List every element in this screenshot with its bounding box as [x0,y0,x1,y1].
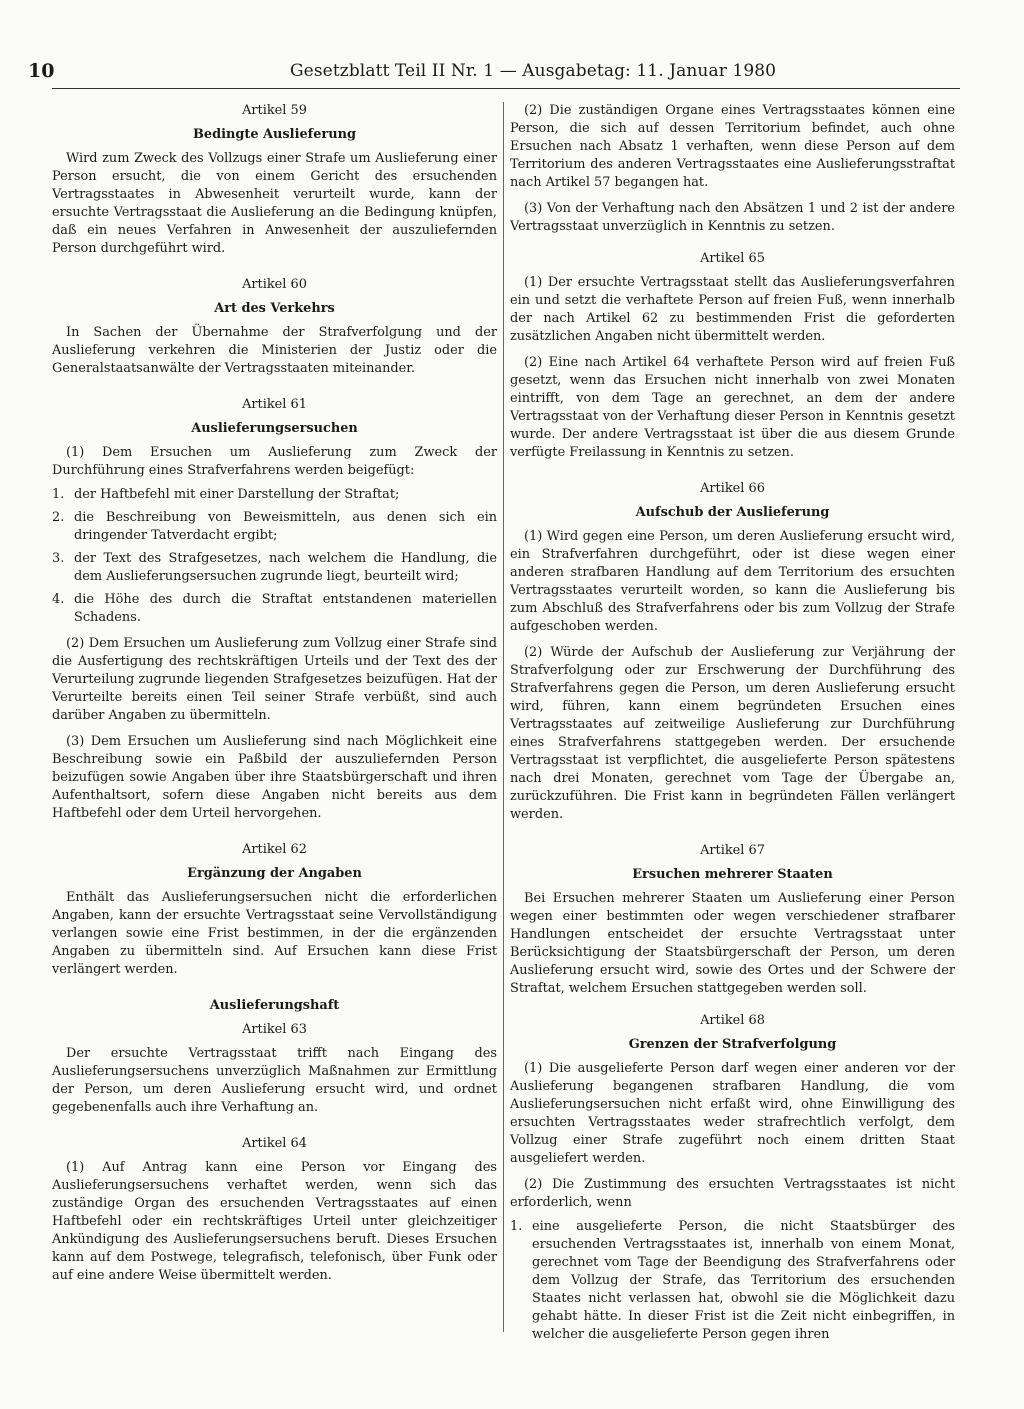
list-item: 3. der Text des Strafgesetzes, nach welchem die Handlung, die dem Auslieferungsersuchen zugrunde liegt, beurteilt wird; [52,551,497,584]
paragraph: In Sachen der Übernahme der Strafverfolgung und der Auslieferung verkehren die Ministerien der Justiz oder die Generalstaatsanwälte der Vertragsstaaten miteinander. [52,325,497,376]
article-number: Artikel 65 [700,251,765,266]
article-title: Auslieferungsersuchen [191,421,358,436]
article-68 [510,1012,955,1344]
list-item: 1. eine ausgelieferte Person, die nicht Staatsbürger des ersuchenden Vertragsstaates ist, innerhalb von einem Monat, gerechnet vom Tage der Beendigung des Strafverfahrens oder dem Vollzug der Strafe, das Territorium des ersuchenden Staates nicht verlassen hat, obwohl sie die Möglichkeit dazu gehabt hätte. In dieser Frist ist die Zeit nicht einbegriffen, in welcher die ausgelieferte Person gegen ihren [510,1219,955,1342]
exceptions-list [510,1218,955,1344]
column-divider [503,102,504,1332]
paragraph: (3) Dem Ersuchen um Auslieferung sind nach Möglichkeit eine Beschreibung sowie ein Paßbild der auszuliefernden Person beizufügen sowie Angaben über ihre Staatsbürgerschaft und ihren Aufenthaltsort, sofern diese Angaben nicht bereits aus dem Haftbefehl oder dem Urteil hervorgehen. [52,734,497,821]
paragraph: (1) Die ausgelieferte Person darf wegen einer anderen vor der Auslieferung begangenen strafbaren Handlung, die vom Auslieferungsersuchen nicht erfaßt wird, ohne Einwilligung des ersuchten Vertragsstaates weder strafrechtlich verfolgt, dem Vollzug einer Strafe zugeführt noch einem dritten Staat ausgeliefert werden. [510,1061,955,1166]
page-number: 10 [28,60,55,82]
gazette-title: Gesetzblatt Teil II Nr. 1 — Ausgabetag: 11. Januar 1980 [290,61,777,81]
list-item: 4. die Höhe des durch die Straftat entstandenen materiellen Schadens. [52,592,497,625]
article-64-continued [510,102,955,236]
paragraph: Wird zum Zweck des Vollzugs einer Strafe um Auslieferung einer Person ersucht, die von einem Gericht des ersuchenden Vertragsstaates in Abwesenheit verurteilt wurde, kann der ersuchte Vertragsstaat die Auslieferung an die Bedingung knüpfen, daß ein neues Verfahren in Anwesenheit der auszuliefernden Person durchgeführt wird. [52,151,497,256]
article-title: Art des Verkehrs [214,301,335,316]
paragraph: (1) Dem Ersuchen um Auslieferung zum Zweck der Durchführung eines Strafverfahrens werden beigefügt: [52,445,497,478]
article-number: Artikel 67 [700,843,765,858]
paragraph: (1) Wird gegen eine Person, um deren Auslieferung ersucht wird, ein Strafverfahren durchgeführt, oder ist diese wegen einer anderen strafbaren Handlung auf dem Territorium des ersuchten Vertragsstaates verurteilt worden, so kann die Auslieferung bis zum Abschluß des Strafverfahrens oder bis zum Vollzug der Strafe aufgeschoben werden. [510,529,955,634]
article-number: Artikel 66 [700,481,765,496]
article-number: Artikel 62 [242,842,307,857]
article-number: Artikel 60 [242,277,307,292]
article-65 [510,250,955,462]
article-63 [52,997,497,1117]
article-number: Artikel 59 [242,103,307,118]
list-item: 1. der Haftbefehl mit einer Darstellung der Straftat; [52,487,400,502]
article-60 [52,276,497,378]
paragraph: Bei Ersuchen mehrerer Staaten um Auslieferung einer Person wegen einer bestimmten oder wegen verschiedener strafbarer Handlungen entscheidet der ersuchte Vertragsstaat unter Berücksichtigung der Staatsbürgerschaft der Person, um deren Auslieferung ersucht wird, sowie des Ortes und der Schwere der Straftat, welchem Ersuchen stattgegeben werden soll. [510,891,955,996]
article-title: Ergänzung der Angaben [187,866,362,881]
article-62 [52,841,497,979]
paragraph: (1) Der ersuchte Vertragsstaat stellt das Auslieferungsverfahren ein und setzt die verhaftete Person auf freien Fuß, wenn innerhalb der nach Artikel 62 zu bestimmenden Frist die geforderten zusätzlichen Angaben nicht übermittelt werden. [510,275,955,344]
paragraph: (2) Dem Ersuchen um Auslieferung zum Vollzug einer Strafe sind die Ausfertigung des rechtskräftigen Urteils und der Text des der Verurteilung zugrunde liegenden Strafgesetzes beizufügen. Hat der Verurteilte bereits einen Teil seiner Strafe verbüßt, sind auch darüber Angaben zu übermitteln. [52,636,497,723]
paragraph: Der ersuchte Vertragsstaat trifft nach Eingang des Auslieferungsersuchens unverzüglich Maßnahmen zur Ermittlung der Person, um deren Auslieferung ersucht wird, und ordnet gegebenenfalls auch ihre Verhaftung an. [52,1046,497,1115]
requirements-list [52,486,497,627]
paragraph: Enthält das Auslieferungsersuchen nicht die erforderlichen Angaben, kann der ersuchte Vertragsstaat seine Vervollständigung verlangen sowie eine Frist bestimmen, in der die ergänzenden Angaben zu übermitteln sind. Auf Ersuchen kann diese Frist verlängert werden. [52,890,497,977]
article-number: Artikel 64 [242,1136,307,1151]
article-number: Artikel 63 [242,1022,307,1037]
paragraph: (2) Die zuständigen Organe eines Vertragsstaates können eine Person, die sich auf dessen Territorium befindet, auch ohne Ersuchen nach Absatz 1 verhaften, wenn diese Person auf dem Territorium des anderen Vertragsstaates eine Auslieferungsstraftat nach Artikel 57 begangen hat. [510,103,955,190]
header-rule [52,88,960,89]
paragraph: (2) Eine nach Artikel 64 verhaftete Person wird auf freien Fuß gesetzt, wenn das Ersuchen nicht innerhalb von zwei Monaten eintrifft, von dem Tage an gerechnet, an dem der andere Vertragsstaat von der Verhaftung dieser Person in Kenntnis gesetzt wurde. Der andere Vertragsstaat ist über die aus diesem Grunde verfügte Freilassung in Kenntnis zu setzen. [510,355,955,460]
section-heading: Auslieferungshaft [209,998,340,1013]
article-title: Grenzen der Strafverfolgung [628,1037,837,1052]
article-66 [510,480,955,824]
article-number: Artikel 61 [242,397,307,412]
paragraph: (2) Die Zustimmung des ersuchten Vertragsstaates ist nicht erforderlich, wenn [510,1177,955,1210]
list-item: 2. die Beschreibung von Beweismitteln, aus denen sich ein dringender Tatverdacht ergibt; [52,510,497,543]
article-number: Artikel 68 [700,1013,765,1028]
article-title: Aufschub der Auslieferung [635,505,830,520]
right-column [510,102,955,1362]
left-column [52,102,497,1303]
article-title: Bedingte Auslieferung [193,127,356,142]
article-67 [510,842,955,998]
article-61 [52,396,497,823]
article-64 [52,1135,497,1285]
paragraph: (1) Auf Antrag kann eine Person vor Eingang des Auslieferungsersuchens verhaftet werden, wenn sich das zuständige Organ des ersuchenden Vertragsstaates auf einen Haftbefehl oder ein rechtskräftiges Urteil unter gleichzeitiger Ankündigung des Auslieferungsersuchens beruft. Dieses Ersuchen kann auf dem Postwege, telegrafisch, telefonisch, über Funk oder auf eine andere Weise übermittelt werden. [52,1160,497,1283]
page-header [28,60,988,88]
article-59 [52,102,497,258]
paragraph: (3) Von der Verhaftung nach den Absätzen 1 und 2 ist der andere Vertragsstaat unverzüglich in Kenntnis zu setzen. [510,201,955,234]
paragraph: (2) Würde der Aufschub der Auslieferung zur Verjährung der Strafverfolgung oder zur Erschwerung der Durchführung des Strafverfahrens gegen die Person, um deren Auslieferung ersucht wird, führen, kann einem begründeten Ersuchen eines Vertragsstaates auf zeitweilige Auslieferung zur Durchführung eines Strafverfahrens stattgegeben werden. Der ersuchende Vertragsstaat ist verpflichtet, die ausgelieferte Person spätestens nach drei Monaten, gerechnet vom Tage der Übergabe an, zurückzuführen. Die Frist kann in begründeten Fällen verlängert werden. [510,645,955,822]
article-title: Ersuchen mehrerer Staaten [632,867,833,882]
